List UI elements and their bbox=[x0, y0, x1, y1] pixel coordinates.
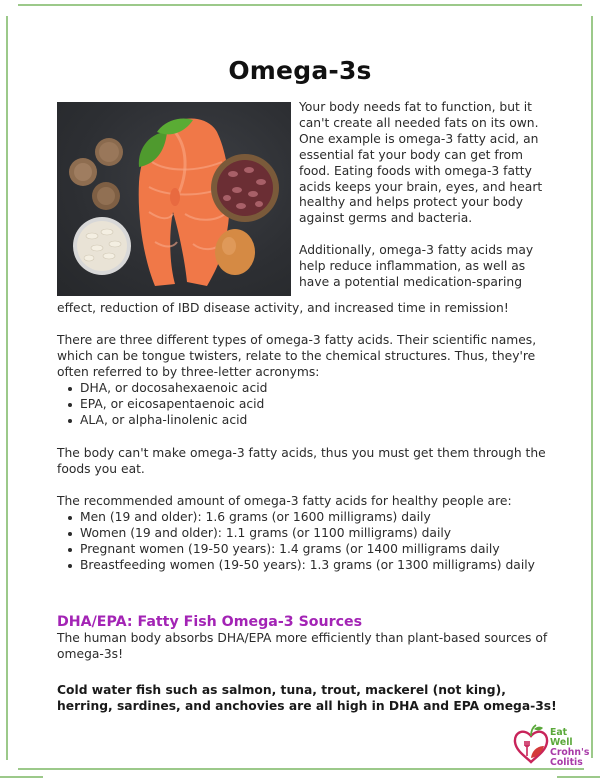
page-border-left bbox=[6, 16, 8, 760]
types-intro: There are three different types of omega-3 fatty acids. Their scientific names, which can be tongue twisters, relate to the chemical structures. Thus, they're often referred to by three-letter acronyms: bbox=[57, 333, 537, 379]
logo-text bbox=[550, 728, 589, 768]
omega3-foods-illustration bbox=[57, 102, 291, 296]
apple-heart-fork-icon bbox=[512, 724, 550, 764]
omega3-types-section bbox=[57, 333, 557, 428]
cold-water-fish-paragraph: Cold water fish such as salmon, tuna, trout, mackerel (not king), herring, sardines, and anchovies are all high in DHA and EPA omega-3s! bbox=[57, 683, 557, 713]
recommended-section bbox=[57, 494, 557, 574]
intro-paragraph-1: Your body needs fat to function, but it can't create all needed fats on its own. One example is omega-3 fatty acid, an essential fat your body can get from food. Eating foods with omega-3 fatty acids keeps your brain, eyes, and heart healthy and helps protect your body against germs and bacteria. bbox=[299, 100, 543, 226]
omega3-foods-photo bbox=[57, 102, 291, 296]
list-item: DHA, or docosahexaenoic acid bbox=[66, 381, 557, 397]
recommended-intro: The recommended amount of omega-3 fatty acids for healthy people are: bbox=[57, 494, 512, 508]
list-item: ALA, or alpha-linolenic acid bbox=[66, 413, 557, 429]
recommended-list bbox=[66, 510, 557, 574]
egg-icon bbox=[215, 229, 255, 275]
intro-paragraph-2-continued: effect, reduction of IBD disease activity, and increased time in remission! bbox=[57, 301, 509, 315]
dha-epa-paragraph: The human body absorbs DHA/EPA more efficiently than plant-based sources of omega-3s! bbox=[57, 631, 548, 661]
types-list bbox=[66, 381, 557, 429]
page-border-right bbox=[591, 16, 593, 758]
intro-text bbox=[299, 100, 549, 291]
logo-line-colitis: Colitis bbox=[550, 757, 583, 768]
logo-line-crohns: Crohn's bbox=[550, 747, 590, 758]
list-item: Men (19 and older): 1.6 grams (or 1600 milligrams) daily bbox=[66, 510, 557, 526]
eat-well-crohns-colitis-logo bbox=[512, 724, 590, 768]
list-item: Breastfeeding women (19-50 years): 1.3 grams (or 1300 milligrams) daily bbox=[66, 558, 557, 574]
body-need-paragraph: The body can't make omega-3 fatty acids, thus you must get them through the foods you eat. bbox=[57, 446, 546, 476]
logo-line-eat-well: Eat Well bbox=[550, 727, 573, 748]
page-border-top bbox=[18, 4, 582, 6]
intro-paragraph-2: Additionally, omega-3 fatty acids may help reduce inflammation, as well as have a potential medication-sparing bbox=[299, 243, 534, 289]
kidney-beans-bowl-icon bbox=[211, 154, 279, 222]
page-border-bottom bbox=[18, 768, 584, 770]
walnuts-icon bbox=[69, 138, 123, 210]
list-item: Pregnant women (19-50 years): 1.4 grams (or 1400 milligrams daily bbox=[66, 542, 557, 558]
list-item: Women (19 and older): 1.1 grams (or 1100 milligrams) daily bbox=[66, 526, 557, 542]
page-title: Omega-3s bbox=[228, 56, 372, 85]
dha-epa-heading: DHA/EPA: Fatty Fish Omega-3 Sources bbox=[57, 614, 363, 630]
list-item: EPA, or eicosapentaenoic acid bbox=[66, 397, 557, 413]
nuts-bowl-icon bbox=[73, 217, 131, 275]
